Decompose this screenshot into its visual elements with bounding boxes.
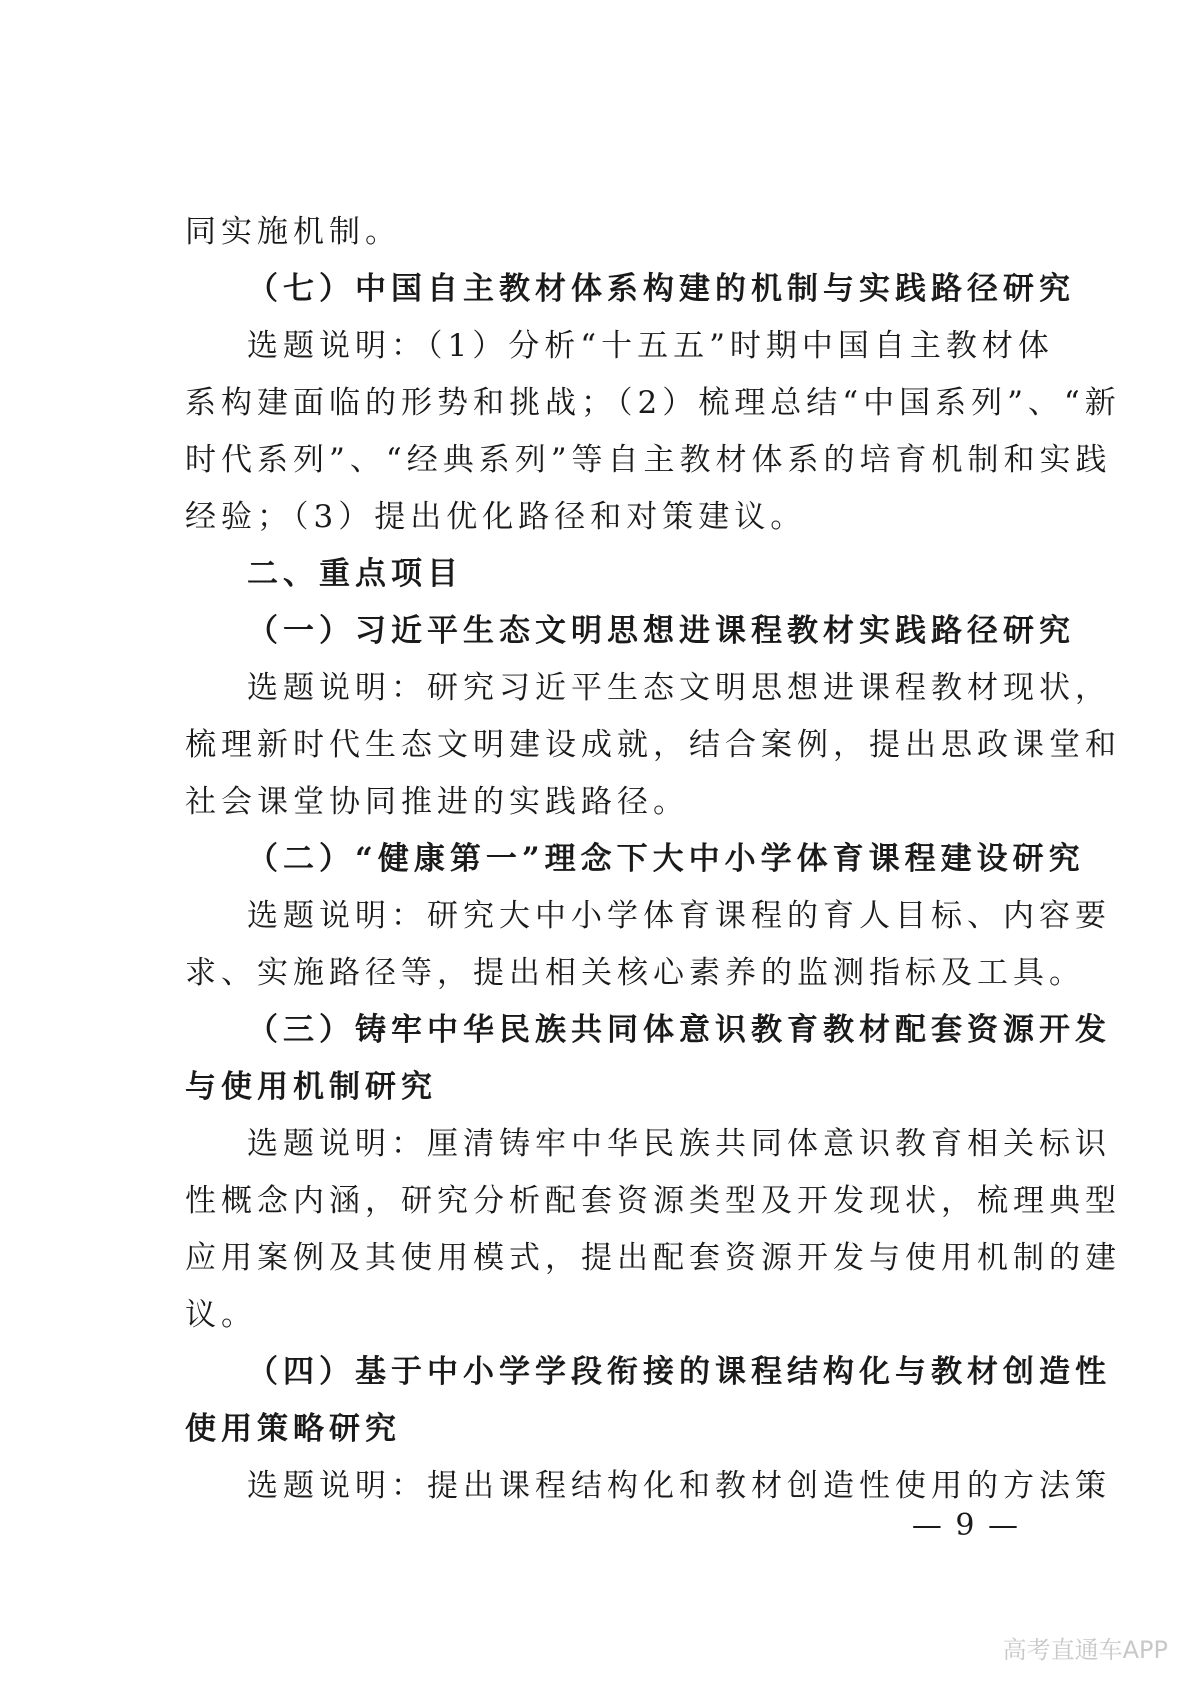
section-heading: （一）习近平生态文明思想进课程教材实践路径研究 <box>247 613 1075 649</box>
section-heading: 与使用机制研究 <box>185 1069 437 1105</box>
watermark: 高考直通车APP <box>1002 1636 1168 1664</box>
paragraph-line: 选题说明：提出课程结构化和教材创造性使用的方法策 <box>247 1468 1111 1504</box>
paragraph-line: 求、实施路径等，提出相关核心素养的监测指标及工具。 <box>185 955 1085 991</box>
paragraph-line: 社会课堂协同推进的实践路径。 <box>185 784 689 820</box>
chapter-heading: 二、重点项目 <box>247 556 463 592</box>
paragraph-line: 系构建面临的形势和挑战；（2）梳理总结“中国系列”、“新 <box>185 385 1121 421</box>
paragraph-line: 议。 <box>185 1297 257 1333</box>
paragraph-line: 同实施机制。 <box>185 214 401 250</box>
document-body <box>185 204 1121 1515</box>
paragraph-line: 选题说明：厘清铸牢中华民族共同体意识教育相关标识 <box>247 1126 1111 1162</box>
section-heading: （七）中国自主教材体系构建的机制与实践路径研究 <box>247 271 1075 307</box>
section-heading: （四）基于中小学学段衔接的课程结构化与教材创造性 <box>247 1354 1111 1390</box>
paragraph-line: 经验；（3）提出优化路径和对策建议。 <box>185 499 807 535</box>
paragraph-line: 时代系列”、“经典系列”等自主教材体系的培育机制和实践 <box>185 442 1112 478</box>
section-heading: 使用策略研究 <box>185 1411 401 1447</box>
section-heading: （二）“健康第一”理念下大中小学体育课程建设研究 <box>247 841 1085 877</box>
paragraph-line: 选题说明：研究大中小学体育课程的育人目标、内容要 <box>247 898 1111 934</box>
paragraph-line: 选题说明：（1）分析“十五五”时期中国自主教材体 <box>247 328 1054 364</box>
page-number: — 9 — <box>911 1508 1020 1543</box>
section-heading: （三）铸牢中华民族共同体意识教育教材配套资源开发 <box>247 1012 1111 1048</box>
paragraph-line: 应用案例及其使用模式，提出配套资源开发与使用机制的建 <box>185 1240 1121 1276</box>
paragraph-line: 选题说明：研究习近平生态文明思想进课程教材现状， <box>247 670 1111 706</box>
paragraph-line: 性概念内涵，研究分析配套资源类型及开发现状，梳理典型 <box>185 1183 1121 1219</box>
paragraph-line: 梳理新时代生态文明建设成就，结合案例，提出思政课堂和 <box>185 727 1121 763</box>
